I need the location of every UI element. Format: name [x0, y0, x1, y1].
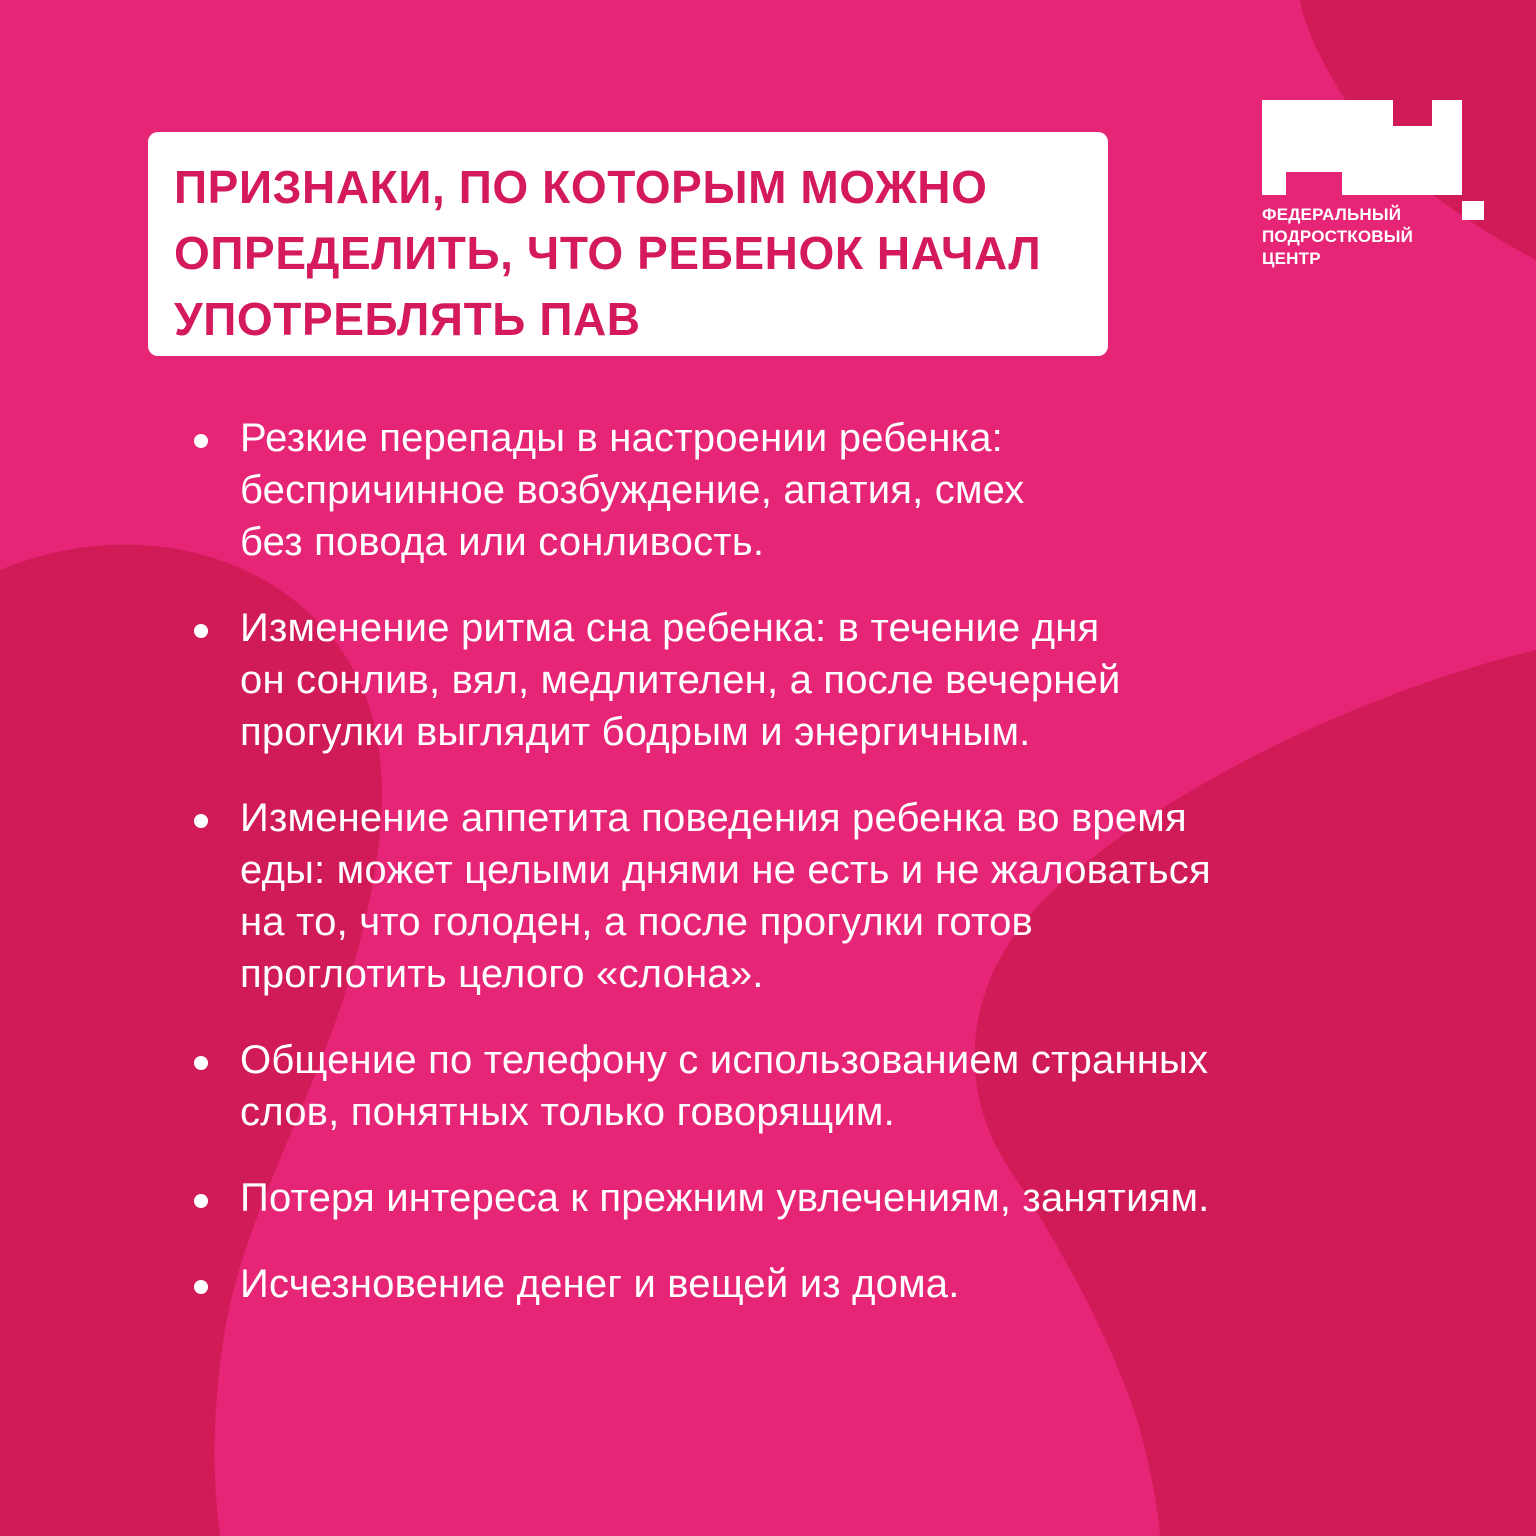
list-item — [190, 412, 1450, 568]
signs-list — [190, 412, 1450, 1344]
list-item-line: проглотить целого «слона». — [240, 952, 764, 996]
list-item-line: Потеря интереса к прежним увлечениям, занятиям. — [240, 1176, 1210, 1220]
list-item-line: Изменение ритма сна ребенка: в течение дня — [240, 606, 1100, 650]
logo-line-2: ПОДРОСТКОВЫЙ — [1262, 227, 1414, 246]
list-item — [190, 1034, 1450, 1138]
logo-line-1: ФЕДЕРАЛЬНЫЙ — [1262, 205, 1402, 224]
bullet-icon — [194, 1056, 208, 1070]
list-item-line: он сонлив, вял, медлителен, а после вечерней — [240, 658, 1121, 702]
list-item-line: Резкие перепады в настроении ребенка: — [240, 416, 1003, 460]
logo — [1262, 100, 1492, 290]
title-line-1: ПРИЗНАКИ, ПО КОТОРЫМ МОЖНО — [174, 161, 988, 213]
logo-text — [1262, 204, 1413, 270]
list-item-line: прогулки выглядит бодрым и энергичным. — [240, 710, 1031, 754]
list-item-line: еды: может целыми днями не есть и не жаловаться — [240, 848, 1211, 892]
bullet-icon — [194, 624, 208, 638]
list-item — [190, 1258, 1450, 1310]
list-item — [190, 1172, 1450, 1224]
bullet-icon — [194, 1194, 208, 1208]
list-item — [190, 602, 1450, 758]
title-line-3: УПОТРЕБЛЯТЬ ПАВ — [174, 293, 641, 345]
title-line-2: ОПРЕДЕЛИТЬ, ЧТО РЕБЕНОК НАЧАЛ — [174, 227, 1042, 279]
list-item-line: на то, что голоден, а после прогулки готов — [240, 900, 1033, 944]
bullet-icon — [194, 434, 208, 448]
bullet-icon — [194, 814, 208, 828]
logo-line-3: ЦЕНТР — [1262, 249, 1321, 268]
logo-mark-icon — [1262, 100, 1484, 220]
list-item-line: беспричинное возбуждение, апатия, смех — [240, 468, 1025, 512]
list-item-line: Исчезновение денег и вещей из дома. — [240, 1262, 960, 1306]
list-item-line: Изменение аппетита поведения ребенка во время — [240, 796, 1187, 840]
bullet-icon — [194, 1280, 208, 1294]
list-item-line: без повода или сонливость. — [240, 520, 765, 564]
list-item — [190, 792, 1450, 1000]
title-card — [148, 132, 1108, 356]
list-item-line: Общение по телефону с использованием странных — [240, 1038, 1209, 1082]
list-item-line: слов, понятных только говорящим. — [240, 1090, 895, 1134]
